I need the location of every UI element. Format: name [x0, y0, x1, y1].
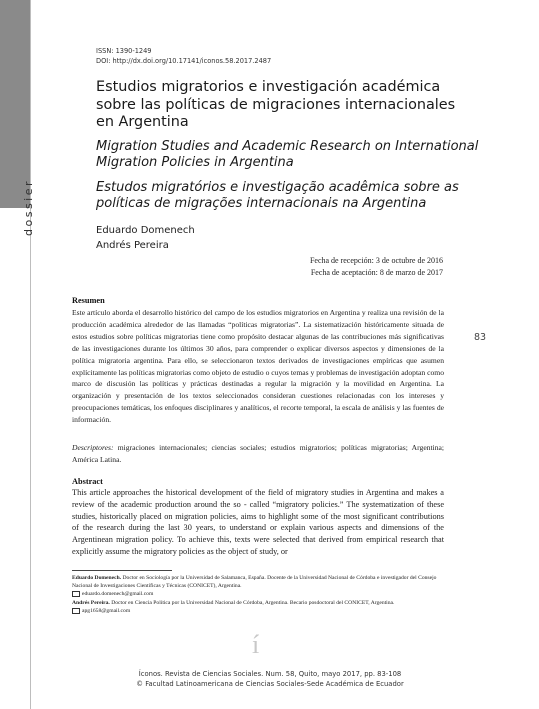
journal-identifiers — [96, 46, 271, 66]
author-note — [72, 599, 444, 607]
author-note-name: Andrés Pereira. — [72, 599, 110, 606]
page-footer — [100, 670, 440, 689]
accepted-date: Fecha de aceptación: 8 de marzo de 2017 — [310, 268, 443, 277]
issn: ISSN: 1390-1249 — [96, 47, 152, 55]
author-footnotes — [72, 574, 444, 615]
journal-watermark: í — [252, 630, 260, 659]
author-email[interactable]: apg1658@gmail.com — [82, 607, 131, 614]
article-title-english: Migration Studies and Academic Research on International Migration Policies in Argentina — [96, 139, 479, 170]
author-note-text: Doctor en Sociología por la Universidad de Salamanca, España. Docente de la Universidad Nacional de Córdoba e investigador del Consejo Nacional de Investigaciones Científicas y Técnicas (CONICET), Argentina. — [72, 575, 437, 590]
author-email-row — [72, 607, 444, 615]
journal-citation: Íconos. Revista de Ciencias Sociales. Num. 58, Quito, mayo 2017, pp. 83-108 — [138, 670, 402, 678]
descriptores-text: migraciones internacionales; ciencias sociales; estudios migratorios; políticas migratorias; Argentina; América Latina. — [72, 443, 444, 464]
article-title-spanish: Estudios migratorios e investigación académica sobre las políticas de migraciones internacionales en Argentina — [96, 79, 456, 130]
envelope-icon — [72, 591, 80, 597]
received-date: Fecha de recepción: 3 de octubre de 2016 — [309, 256, 443, 265]
page-number: 83 — [474, 332, 487, 343]
descriptores — [72, 442, 444, 466]
author-note-name: Eduardo Domenech. — [72, 575, 122, 581]
sidebar-divider — [30, 0, 31, 709]
footnote-rule — [72, 570, 172, 571]
descriptores-label: Descriptores: — [72, 443, 114, 452]
envelope-icon — [72, 608, 80, 614]
abstract-text: This article approaches the historical development of the field of migratory studies in Argentina and makes a review of the academic production around the so - called “migratory policies.” The systematization of these studies, historically placed on migration policies, aims to highlight some of the most significant contributions of the research during the last 30 years, to understand or explain various aspects and dimensions of the Argentinean migration policy. To achieve this, texts were selected that derived from empirical research that explicitly assume the migratory policies as the object of study, or — [72, 488, 444, 556]
author-email-row — [72, 590, 444, 598]
author-note-text: Doctor en Ciencia Política por la Universidad Nacional de Córdoba, Argentina. Becario posdoctoral del CONICET, Argentina. — [109, 599, 395, 606]
doi-link[interactable]: DOI: http://dx.doi.org/10.17141/iconos.58.2017.2487 — [96, 57, 272, 65]
author-email[interactable]: eduardo.domenech@gmail.com — [82, 591, 154, 598]
author-name: Andrés Pereira — [96, 240, 169, 251]
resumen-heading: Resumen — [72, 296, 105, 305]
author-note — [72, 574, 444, 590]
author-name: Eduardo Domenech — [96, 225, 195, 236]
publication-dates — [250, 255, 443, 279]
copyright: © Facultad Latinoamericana de Ciencias Sociales-Sede Académica de Ecuador — [136, 679, 404, 688]
sidebar-bar — [0, 0, 30, 208]
abstract-heading: Abstract — [72, 477, 103, 486]
author-list — [96, 223, 195, 253]
resumen-text: Este artículo aborda el desarrollo histórico del campo de los estudios migratorios en Argentina y realiza una revisión de la producción académica alrededor de las llamadas “políticas migratorias”. La sistematización históricamente situada de estos estudios sobre políticas migratorias tiene como propósito destacar algunas de las contribuciones más significativas de las investigaciones durante los últimos 30 años, para comprender o explicar diversos aspectos y dimensiones de la política migratoria argentina. Para ello, se seleccionaron textos derivados de investigaciones empíricas que asumen explícitamente las políticas migratorias como objeto de estudio o cuyos temas y problemas de investigación adoptan como marco de discusión las políticas y prácticas destinadas a regular la migración y la movilidad en Argentina. La organización y presentación de los textos seleccionados consideran cuestiones relacionadas con los intereses y preocupaciones temáticas, los enfoques disciplinares y analíticos, el recorte temporal, la escala de análisis y las fuentes de información. — [72, 308, 444, 425]
article-title-portuguese: Estudos migratórios e investigação acadêmica sobre as políticas de migrações internacionais na Argentina — [96, 180, 459, 211]
section-label: dossier — [22, 178, 35, 236]
